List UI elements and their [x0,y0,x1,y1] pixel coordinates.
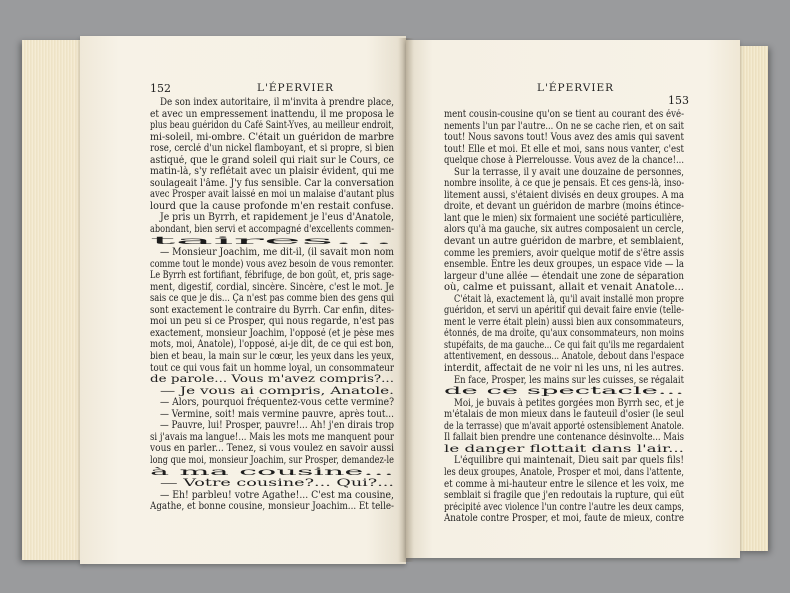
left-page-text-line: de parole... Vous m'avez compris?... [150,374,394,386]
right-page-text-line: les deux groupes, Anatole, Prosper et moi, dans l'attente, [444,466,684,478]
right-page-text-line: ment le verre était plein) aussi bien aux consommateurs, [444,316,684,328]
right-page-text-line: où, calme et puissant, allait et venait Anatole... [444,282,684,294]
left-page-text-line: comme tout le monde) vous avez besoin de vous remonter. [150,258,394,270]
left-page-text-line: à ma cousine... [150,466,394,478]
left-page-text-line: Le Byrrh est fortifiant, fébrifuge, de bon goût, et, pris sage- [150,270,394,282]
right-page-text-line: nombre insolite, à ce que je pensais. Et ces gens-là, inso- [444,178,684,190]
left-page-text-line: exactement, monsieur Joachim, l'opposé (et je pèse mes [150,327,394,339]
left-page-text-line: vous en parler... Tenez, si vous voulez en savoir aussi [150,443,394,455]
left-page-text-line: sais ce que je dis... Ça n'est pas comme bien des gens qui [150,293,394,305]
left-page-number: 152 [150,82,171,95]
right-page-text-line: le danger flottait dans l'air... [444,443,684,455]
right-page-text-line: tout! Elle et moi. Et elle et moi, sans nous vanter, c'est [444,143,684,155]
left-page-text-line: Agathe, et bonne cousine, monsieur Joachim... Et telle- [150,501,394,513]
right-page-text-line: ensemble. Entre les deux groupes, un espace vide — la [444,259,684,271]
right-running-head: L'ÉPERVIER [537,82,615,94]
right-page-text-line: attentivement, en dessous... Anatole, debout dans l'espace [444,351,684,363]
left-page-text-line: tout ce qui vous fait un homme loyal, un consommateur [150,362,394,374]
left-page-text-line: mots, moi, Anatole), l'opposé, ai-je dit, de ce qui est bon, [150,339,394,351]
right-page-text-line: litement aussi, s'étaient divisés en deux groupes. A ma [444,189,684,201]
left-page-text-line: taires... [150,235,394,247]
right-page-text-line: étonnés, de ma droite, qu'aux consommateurs, non moins [444,328,684,340]
right-page-text-line: semblait si fragile que j'en redoutais la rupture, qui eût [444,490,684,502]
left-page-text-line: — Je vous ai compris, Anatole. [160,385,394,397]
left-page-text-line: plus beau guéridon du Café Saint-Yves, au meilleur endroit, [150,120,394,132]
left-page-text-line: — Votre cousine?... Qui?... [160,478,394,490]
right-page-text-line: tout! Nous savons tout! Vous avez des amis qui savent [444,132,684,144]
left-page-text-line: — Alors, pourquoi fréquentez-vous cette vermine? [160,397,394,409]
right-page-text-line: nements l'un par l'autre... On ne se cache rien, et on sait [444,120,684,132]
right-page-text-line: L'équilibre qui maintenait, Dieu sait par quels fils! [454,455,684,467]
left-page-text-line: De son index autoritaire, il m'invita à prendre place, [160,97,394,108]
left-page-text-line: matin-là, s'y reflétait avec un plaisir évident, qui me [150,166,394,178]
right-page-text-line: Anatole contre Prosper, et moi, faute de mieux, contre [444,513,684,525]
right-page-text [444,109,684,525]
right-page-text-line: largeur d'une allée — étendait une zone de séparation [444,270,684,282]
left-page-text-line: soulageait l'âme. J'y fus sensible. Car la conversation [150,177,394,189]
left-page-text-line: mi-soleil, mi-ombre. C'était un guéridon de marbre [150,131,394,143]
right-page-text-line: Moi, je buvais à petites gorgées mon Byrrh sec, et je [454,397,684,409]
left-page-text-line: — Monsieur Joachim, me dit-il, (il savait mon nom [160,247,394,259]
right-page-text-line: de ce spectacle... [444,386,684,398]
left-page-text-line: avec Prosper avait laissé en moi un malaise d'autant plus [150,189,394,201]
left-page-text-line: — Eh! parbleu! votre Agathe!... C'est ma cousine, [160,489,394,501]
left-page-text-line: lourd que la cause profonde m'en restait confuse. [150,200,394,212]
right-page-text-line: droite, et devant un guéridon de marbre (moins étince- [444,201,684,213]
right-page-text-line: C'était là, exactement là, qu'il avait installé mon propre [454,293,684,305]
left-page-text-line: moi un peu si ce Prosper, qui nous regarde, n'est pas [150,316,394,328]
right-page-text-line: Sur la terrasse, il y avait une douzaine de personnes, [454,166,684,178]
right-page-text-line: ment cousin-cousine qu'on se tient au courant des évé- [444,109,684,120]
left-page-text-line: abondant, bien servi et accompagné d'excellents commen- [150,224,394,236]
left-page-text-line: et avec un empressement inattendu, il me proposa le [150,108,394,120]
left-page-block-edge [22,40,84,560]
left-page-text-line: sont exactement le contraire du Byrrh. Car enfin, dites- [150,304,394,316]
right-page-text-line: quelque chose à Pierrelousse. Vous avez de la chance!... [444,155,684,167]
left-page-text-line: ment, digestif, cordial, sincère. Sincère, c'est le mot. Je [150,281,394,293]
left-page-text-line: Je pris un Byrrh, et rapidement je l'eus d'Anatole, [160,212,394,224]
left-page-text-line: — Pauvre, lui! Prosper, pauvre!... Ah! j'en dirais trop [160,420,394,432]
left-page-text-line: rose, cerclé d'un nickel flamboyant, et si propre, si bien [150,143,394,155]
right-page-text-line: En face, Prosper, les mains sur les cuisses, se régalait [454,374,684,386]
right-page-text-line: comme les premiers, avoir quelque motif de s'être assis [444,247,684,259]
left-page-text-line: — Vermine, soit! mais vermine pauvre, après tout... [160,408,394,420]
left-running-head: L'ÉPERVIER [257,82,335,94]
right-page-text-line: précipité avec violence l'un contre l'autre les deux camps, [444,501,684,513]
book-gutter [398,38,414,562]
right-page-number: 153 [668,94,689,107]
right-page-text-line: devant un autre guéridon de marbre, et semblaient, [444,236,684,248]
right-page-text-line: lant que le mien) six formaient une société particulière, [444,212,684,224]
right-page-text-line: Il fallait bien prendre une contenance désinvolte... Mais [444,432,684,444]
left-page-text-line: si j'avais ma langue!... Mais les mots me manquent pour [150,431,394,443]
left-page-text-line: bien et beau, la main sur le cœur, les yeux dans les yeux, [150,351,394,363]
right-page-text-line: m'étalais de mon mieux dans le fauteuil d'osier (le seul [444,409,684,421]
right-page-text-line: interdit, affectait de ne voir ni les uns, ni les autres. [444,363,684,375]
right-page-text-line: guéridon, et servi un apéritif qui devait faire envie (telle- [444,305,684,317]
right-page-text-line: stupéfaits, de ma gauche... Ce qui fait qu'ils me regardaient [444,339,684,351]
right-page-text-line: alors qu'à ma gauche, six autres composaient un cercle, [444,224,684,236]
right-page-text-line: de la terrasse) que m'avait apporté ostensiblement Anatole. [444,420,684,432]
left-page-text-line: astiqué, que le grand soleil qui riait sur le Cours, ce [150,154,394,166]
left-page-text [150,97,394,513]
left-page-text-line: long que moi, monsieur Joachim, sur Prosper, demandez-le [150,454,394,466]
right-page-block-edge [738,46,768,551]
right-page-text-line: et comme à mi-hauteur entre le silence et les voix, me [444,478,684,490]
